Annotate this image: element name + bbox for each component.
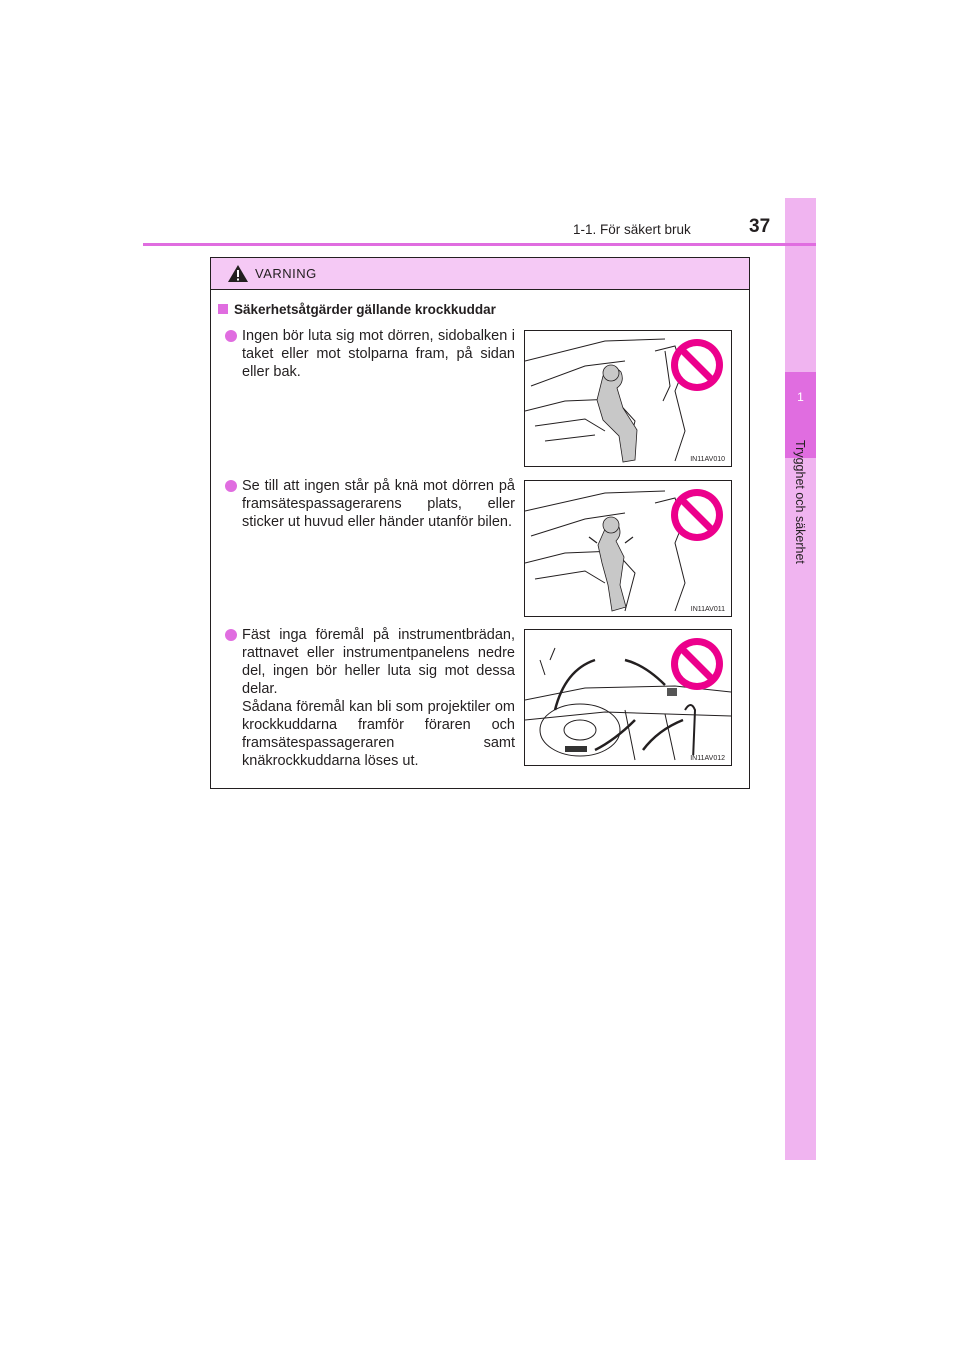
item-text: Se till att ingen står på knä mot dörren på framsätespassagerarens plats, eller sticker ut huvud eller händer utanför bilen. xyxy=(242,478,515,530)
chapter-number: 1 xyxy=(797,390,804,404)
figure-code: IN11AV012 xyxy=(690,755,725,762)
square-bullet-icon xyxy=(218,304,228,314)
bullet-icon xyxy=(225,480,237,492)
list-item xyxy=(225,327,515,381)
figure-kneel-at-door xyxy=(524,480,732,617)
chapter-title: Trygghet och säkerhet xyxy=(793,440,807,564)
illustration-kneel-at-door xyxy=(525,481,731,616)
illustration-dashboard xyxy=(525,630,731,765)
item-text: Fäst inga föremål på instrumentbrädan, rattnavet eller instrumentpanelens nedre del, ingen bör heller luta sig mot dessa delar. xyxy=(242,627,515,697)
warning-box xyxy=(210,257,750,789)
warning-label: VARNING xyxy=(255,266,317,281)
header-section: 1-1. För säkert bruk xyxy=(573,222,691,237)
section-title: Säkerhetsåtgärder gällande krockkuddar xyxy=(218,302,496,317)
side-tab xyxy=(785,198,816,1160)
bullet-icon xyxy=(225,629,237,641)
bullet-icon xyxy=(225,330,237,342)
list-item xyxy=(225,477,515,531)
header-rule xyxy=(143,243,816,246)
page-number: 37 xyxy=(749,216,771,237)
warning-header xyxy=(211,258,749,290)
warning-icon xyxy=(227,264,249,283)
figure-objects-on-dashboard xyxy=(524,629,732,766)
illustration-lean-on-door xyxy=(525,331,731,466)
figure-code: IN11AV011 xyxy=(690,606,725,613)
figure-code: IN11AV010 xyxy=(690,456,725,463)
item-text: Ingen bör luta sig mot dörren, sidobalken i taket eller mot stolparna fram, på sidan eller bak. xyxy=(242,328,515,380)
list-item xyxy=(225,626,515,770)
figure-lean-on-door xyxy=(524,330,732,467)
item-text-continued: Sådana föremål kan bli som projektiler om krockkuddarna framför föraren och framsätespassageraren samt knäkrockkuddarna löses ut. xyxy=(242,699,515,769)
